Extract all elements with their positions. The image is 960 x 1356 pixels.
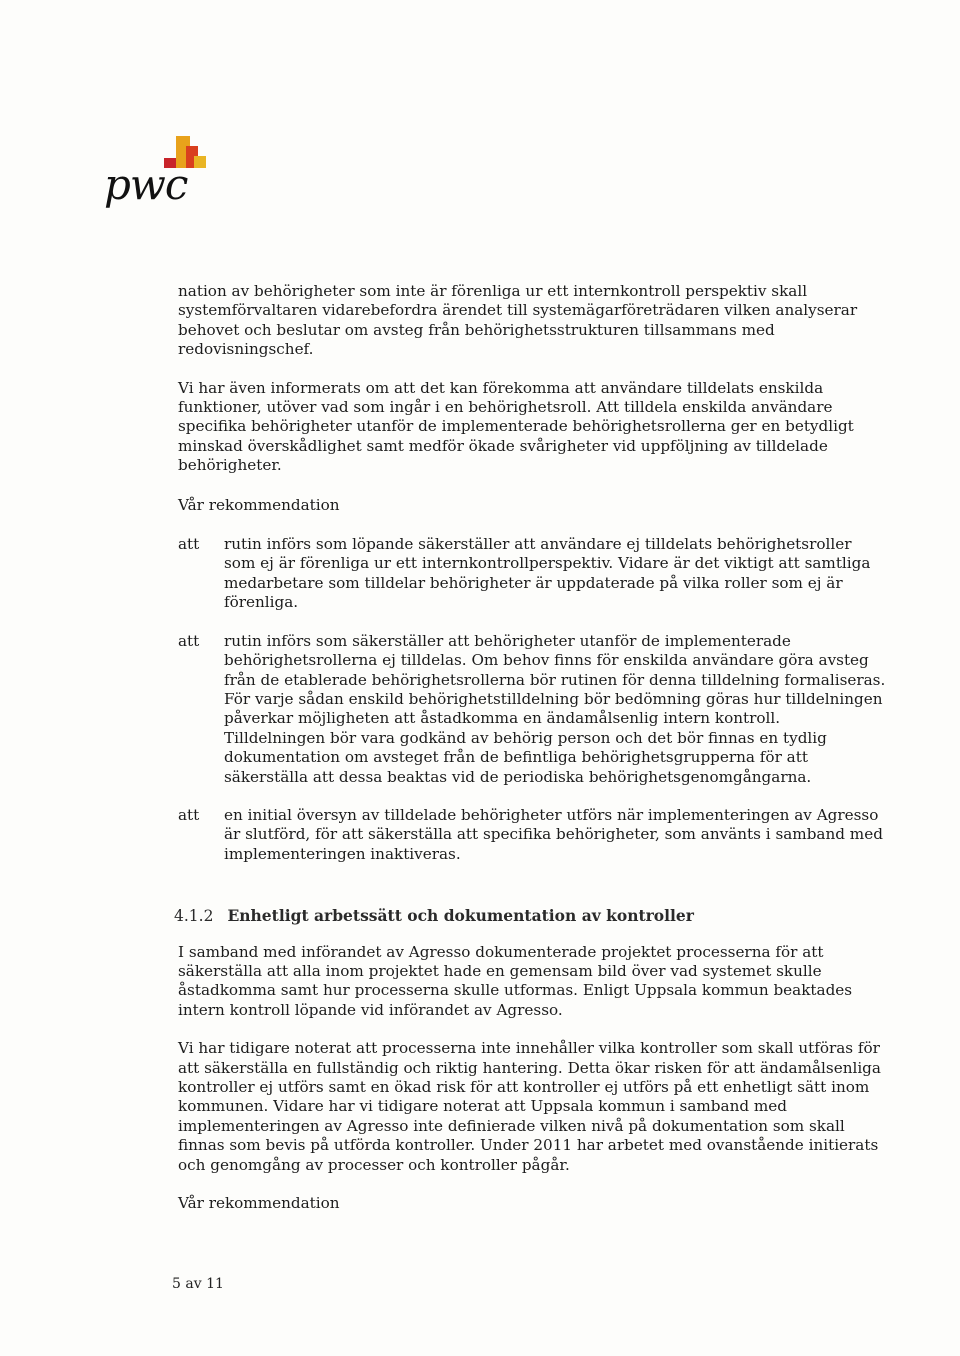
item-label: att	[178, 805, 200, 824]
item-label: att	[178, 631, 200, 650]
item-label: att	[178, 535, 200, 554]
paragraph: nation av behörigheter som inte är förenliga ur ett internkontroll perspektiv skall systemförvaltaren vidarebefordra ärendet till systemägarföreträdaren vilken analyserar behovet och beslutar om avsteg från behörighetsstrukturen tillsammans med redovisningschef.	[178, 282, 858, 359]
item-text: en initial översyn av tilldelade behörigheter utförs när implementeringen av Agresso är slutförd, för att säkerställa att specifika behörigheter, som använts i samband med implementeringen inaktiveras.	[224, 805, 883, 863]
recommendation-item	[178, 535, 886, 613]
pwc-logo	[104, 132, 214, 212]
section-heading	[174, 906, 886, 926]
section-title: Enhetligt arbetssätt och dokumentation av kontroller	[227, 906, 694, 926]
recommendation-heading: Vår rekommendation	[178, 1194, 340, 1213]
document-body	[174, 282, 886, 1233]
recommendation-item	[178, 806, 886, 864]
recommendation-heading: Vår rekommendation	[178, 495, 340, 514]
section-number: 4.1.2	[174, 907, 214, 926]
logo-wordmark: pwc	[104, 160, 188, 209]
paragraph: Vi har även informerats om att det kan förekomma att användare tilldelats enskilda funktioner, utöver vad som ingår i en behörighetsroll. Att tilldela enskilda användare specifika behörigheter utanför de implementerade behörighetsrollerna ger en betydligt minskad överskådlighet samt medför ökade svårigheter vid uppföljning av tilldelade behörigheter.	[178, 378, 854, 475]
item-text: rutin införs som säkerställer att behörigheter utanför de implementerade behörighetsrollerna ej tilldelas. Om behov finns för enskilda användare göra avsteg från de etablerade behörighetsrollerna bör rutinen för denna tilldelning formaliseras. För varje sådan enskild behörighetstilldelning bör bedömning göras hur tilldelningen påverkar möjligheten att åstadkomma en ändamålsenlig intern kontroll. Tilldelningen bör vara godkänd av behörig person och det bör finnas en tydlig dokumentation om avsteget från de befintliga behörighetsgrupperna för att säkerställa att dessa beaktas vid de periodiska behörighetsgenomgångarna.	[224, 631, 886, 786]
item-text: rutin införs som löpande säkerställer att användare ej tilldelats behörighetsroller som ej är förenliga ur ett internkontrollperspektiv. Vidare är det viktigt att samtliga medarbetare som tilldelar behörigheter är uppdaterade på vilka roller som ej är förenliga.	[224, 535, 871, 612]
paragraph: Vi har tidigare noterat att processerna inte innehåller vilka kontroller som skall utföras för att säkerställa en fullständig och riktig hantering. Detta ökar risken för att ändamålsenliga kontroller ej utförs samt en ökad risk för att kontroller ej utförs på ett enhetligt sätt inom kommunen. Vidare har vi tidigare noterat att Uppsala kommun i samband med implementeringen av Agresso inte definierade vilken nivå på dokumentation som skall finnas som bevis på utförda kontroller. Under 2011 har arbetet med ovanstående initierats och genomgång av processer och kontroller pågår.	[178, 1039, 881, 1174]
recommendation-item	[178, 632, 886, 787]
paragraph: I samband med införandet av Agresso dokumenterade projektet processerna för att säkerställa att alla inom projektet hade en gemensam bild över vad systemet skulle åstadkomma samt hur processerna skulle utformas. Enligt Uppsala kommun beaktades intern kontroll löpande vid införandet av Agresso.	[178, 942, 853, 1019]
page-number: 5 av 11	[172, 1276, 224, 1292]
